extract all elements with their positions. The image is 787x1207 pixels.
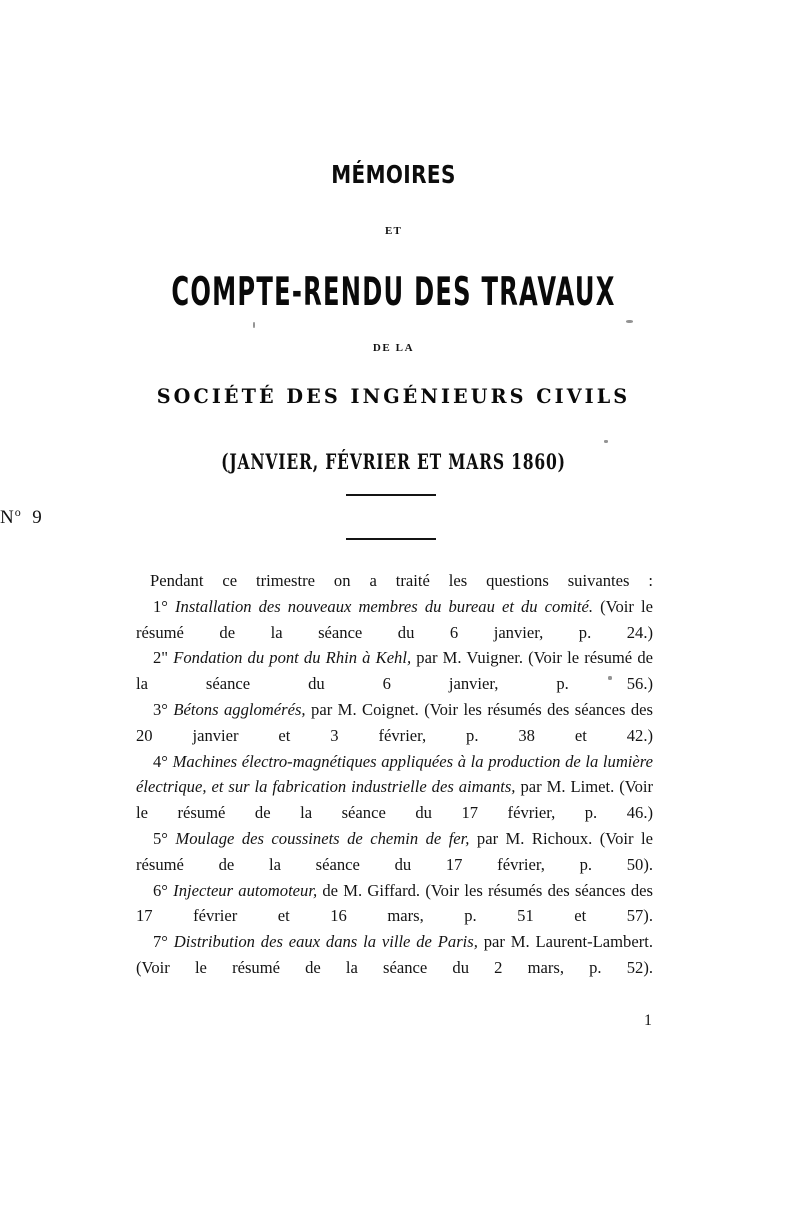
list-item xyxy=(136,697,653,749)
entry-reference: (Voir le résumé de la séance du 6 janvier, p. 24.) xyxy=(136,596,653,642)
rule-below-issue-number xyxy=(346,538,436,540)
scan-speck xyxy=(253,322,255,328)
entry-author: par M. Coignet. xyxy=(311,699,419,719)
issue-number-prefix: N xyxy=(0,507,15,528)
title-conjunction: ET xyxy=(384,225,403,237)
entry-author: par M. Limet. xyxy=(520,777,615,797)
document-title-secondary: COMPTE-RENDU DES TRAVAUX xyxy=(171,270,616,315)
list-item xyxy=(136,929,653,981)
list-item xyxy=(136,645,653,697)
list-item xyxy=(136,878,653,930)
entry-title: Fondation du pont du Rhin à Kehl, xyxy=(173,648,412,668)
intro-text: Pendant ce trimestre on a traité les questions suivantes : xyxy=(150,571,653,590)
entry-author: par M. Richoux. xyxy=(476,828,593,848)
body-text-column xyxy=(136,568,653,981)
entry-title: Injecteur automoteur, xyxy=(173,880,318,900)
list-item xyxy=(136,749,653,826)
entry-title: Machines électro-magnétiques appliquées à la production de la lumière électrique, et sur la fabrication industrielle des aimants, xyxy=(136,751,653,797)
title-preposition: DE LA xyxy=(372,342,415,354)
document-title-main: MÉMOIRES xyxy=(331,160,456,189)
entry-reference: (Voir le résumé de la séance du 6 janvier, p. 56.) xyxy=(136,648,653,694)
intro-paragraph xyxy=(136,568,653,594)
rule-above-issue-number xyxy=(346,494,436,496)
entry-title: Bétons agglomérés, xyxy=(173,699,306,719)
issue-period: (JANVIER, FÉVRIER ET MARS 1860) xyxy=(221,449,566,474)
entry-author: de M. Giffard. xyxy=(322,880,421,900)
entry-reference: (Voir les résumés des séances des 20 janvier et 3 février, p. 38 et 42.) xyxy=(136,699,653,745)
scan-speck xyxy=(604,440,608,443)
entry-marker: 7° xyxy=(153,932,168,952)
issue-number-line xyxy=(0,505,787,529)
organization-name: SOCIÉTÉ DES INGÉNIEURS CIVILS xyxy=(156,384,631,408)
entry-author: par M. Laurent-Lambert. xyxy=(483,932,653,952)
entry-title: Installation des nouveaux membres du bureau et du comité. xyxy=(175,596,594,616)
entry-reference: (Voir le résumé de la séance du 2 mars, p. 52). xyxy=(136,957,653,977)
entry-marker: 6° xyxy=(153,880,168,900)
scan-speck xyxy=(626,320,633,323)
entry-marker: 1° xyxy=(153,596,168,616)
entry-marker: 4° xyxy=(153,751,168,771)
issue-number-value: 9 xyxy=(32,507,43,528)
entry-reference: (Voir le résumé de la séance du 17 février, p. 46.) xyxy=(136,777,654,823)
entry-marker: 5° xyxy=(153,828,168,848)
entry-reference: (Voir le résumé de la séance du 17 février, p. 50). xyxy=(136,828,653,874)
entry-title: Distribution des eaux dans la ville de Paris, xyxy=(173,932,478,952)
entry-marker: 3° xyxy=(153,699,168,719)
list-item xyxy=(136,594,653,646)
entry-marker: 2" xyxy=(153,648,169,668)
entry-reference: (Voir les résumés des séances des 17 février et 16 mars, p. 51 et 57). xyxy=(136,880,653,926)
entry-title: Moulage des coussinets de chemin de fer, xyxy=(175,828,470,848)
list-item xyxy=(136,826,653,878)
page-number: 1 xyxy=(644,1012,652,1029)
issue-number-superscript: o xyxy=(14,505,21,519)
entry-author: par M. Vuigner. xyxy=(416,648,523,668)
